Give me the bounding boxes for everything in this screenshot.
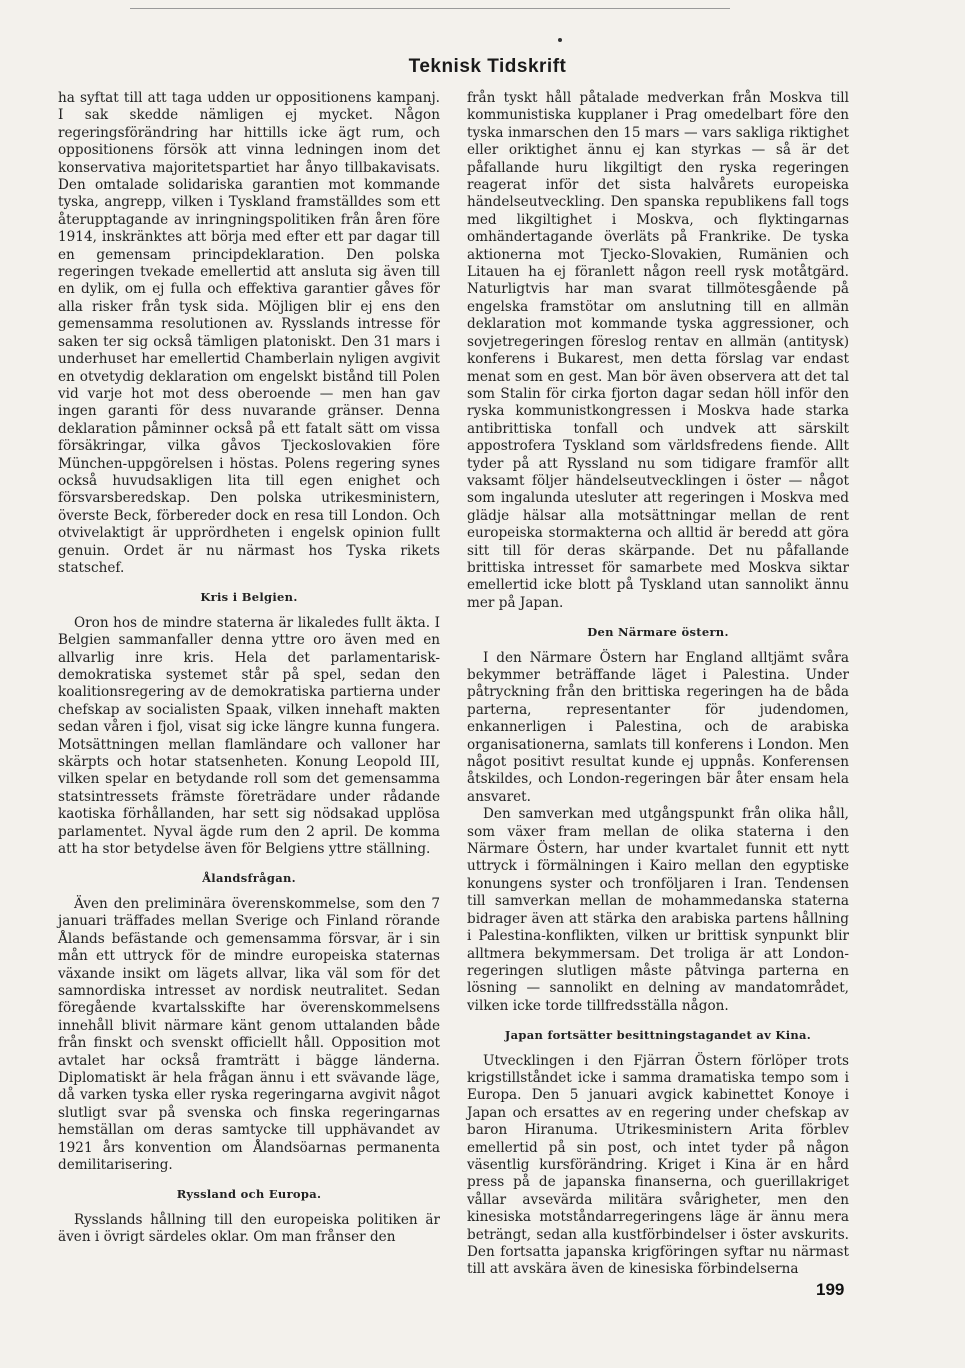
paragraph: Även den preliminära överenskommelse, som den 7 januari träffades mellan Sverige och Finland rörande Ålands befästande och gemensamma försvar, är i sin mån ett uttryck för de mindre europeiska staternas växande insikt om lägets allvar, lika väl som för det samnordiska intresset av nordisk neutralitet. Sedan föregående kvartalsskifte har överenskommelsens innehåll blivit närmare känt genom uttalanden både från finskt och svenskt officiellt håll. Opposition mot avtalet har också framträtt i bägge länderna. Diplomatiskt är hela frågan ännu i ett svävande läge, då varken tyska eller ryska regeringarna avgivit något slutligt svar på svenska och finska regeringarnas hemställan om deras samtycke till upphävandet av 1921 års konvention om Ålandsöarnas permanenta demilitarisering.: [58, 895, 440, 1173]
paragraph: I den Närmare Östern har England alltjämt svåra bekymmer beträffande läget i Palestina. Under påtryckning från den brittiska regeringen ha de båda parterna, representanter för judendomen, enkannerligen i Palestina, och de arabiska organisationerna, samlats till konferens i London. Men något positivt resultat kunde ej uppnås. Konferensen åtskildes, och London-regeringen bär åter ensam hela ansvaret.: [467, 649, 849, 805]
section-heading: Japan fortsätter besittningstagandet av Kina.: [504, 1028, 812, 1043]
journal-masthead: Teknisk Tidskrift: [408, 56, 567, 77]
top-rule: [130, 8, 730, 9]
page-number: 199: [816, 1280, 845, 1299]
section-heading: Ryssland och Europa.: [176, 1187, 322, 1202]
section-heading: Den Närmare östern.: [587, 625, 729, 640]
section-heading: Kris i Belgien.: [200, 590, 298, 605]
section-heading: Ålandsfrågan.: [202, 871, 296, 886]
paragraph: Rysslands hållning till den europeiska politiken är även i övrigt särdeles oklar. Om man frånser den: [58, 1211, 440, 1246]
paragraph: Den samverkan med utgångspunkt från olika håll, som växer fram mellan de olika staterna i den Närmare Östern, har under kvartalet funnit ett nytt uttryck i förmälningen i Kairo mellan den egyptiske konungens syster och tronföljaren i Iran. Tendensen till samverkan mellan de mohammedanska staterna bidrager även att stärka den arabiska partens hållning i Palestina-konflikten, vilken ur brittisk synpunkt blir alltmera bekymmersam. Det troliga är att London-regeringen slutligen måste påtvinga parterna en lösning — sannolikt en delning av mandatområdet, vilken icke torde tillfredsställa någon.: [467, 806, 849, 1014]
paragraph: ha syftat till att taga udden ur oppositionens kampanj. I sak skedde nämligen ej mycket. Någon regeringsförändring har hittills icke ägt rum, och oppositionens försök att vinna ledningen inom det konservativa majoritetspartiet har ånyo tillbakavisats. Den omtalade solidariska garantien mot kommande tyska, angrepp, vilken i Tyskland framställdes som ett återupptagande av inringningspolitiken från åren före 1914, inskränktes att börja med efter ett par dagar till en gemensam principdeklaration. Den polska regeringen tvekade emellertid att ansluta sig även till en dylik, om ej fulla och effektiva garantier gåves för alla risker från tysk sida. Möjligen blir ej ens den gemensamma resolutionen av. Rysslands intresse för saken ter sig också tämligen platoniskt. Den 31 mars i underhuset har emellertid Chamberlain nyligen avgivit en otvetydig deklaration om engelskt bistånd till Polen vid varje hot mot dess oberoende — men han gav ingen garanti för dess nuvarande gränser. Denna deklaration påminner också på ett fatalt sätt om vissa försäkringar, vilka gåvos Tjeckoslovakien före München-uppgörelsen i höstas. Polens regering synes också huvudsakligen lita till egen enighet och försvarsberedskap. Den polska utrikesministern, överste Beck, förbereder dock en resa till London. Och otvivelaktigt är upprördheten i engelsk opinion fullt genuin. Ordet är nu närmast hos Tyska rikets statschef.: [58, 90, 440, 576]
paragraph: från tyskt håll påtalade medverkan från Moskva till kommunistiska kupplaner i Prag omedelbart före den tyska inmarschen den 15 mars — vars sakliga riktighet eller oriktighet ännu ej kan styrkas — så är det påfallande huru likgiltigt den ryska regeringen reagerat inför det sista halvårets europeiska händelseutveckling. Den spanska republikens fall togs med likgiltighet i Moskva, och flyktingarnas omhändertagande överläts på Frankrike. De tyska aktionerna mot Tjecko-Slovakien, Rumänien och Litauen ha ej föranlett någon reell rysk motåtgärd. Naturligtvis har man svarat tillmötesgående på engelska framstötar om anslutning till en allmän deklaration mot kommande tyska aggressioner, och sovjetregeringen föreslog rentav en allmän (antitysk) konferens i Bukarest, men detta förslag var endast menat som en gest. Man bör även observera att det tal som Stalin för cirka fjorton dagar sedan höll inför den ryska kommunistkongressen i Moskva hade starka antibrittiska tonfall och undvek att särskilt appostrofera Tyskland som världsfredens fiende. Allt tyder på att Ryssland nu som tidigare framför allt vaksamt följer händelseutvecklingen i öster — något som ingalunda utesluter att regeringen i Moskva med glädje hälsar alla motsättningar mellan de rent europeiska stormakterna och alltid är beredd att göra sitt till för deras skärpande. Det nu påfallande brittiska intresset för samarbete med Moskva siktar emellertid icke blott på Tyskland utan sannolikt ännu mer på Japan.: [467, 90, 849, 611]
right-column: [467, 90, 849, 1279]
print-speck: [558, 38, 562, 42]
paragraph: Oron hos de mindre staterna är likaledes fullt äkta. I Belgien sammanfaller denna yttre oro även med en allvarlig inre kris. Hela det parlamentarisk-demokratiska systemet står på spel, sedan den koalitionsregering av de demokratiska partierna under chefskap av socialisten Spaak, vilken innehaft makten sedan våren i fjol, visat sig icke längre kunna fungera. Motsättningen mellan flamländare och valloner har skärpts och hotar statsenheten. Konung Leopold III, vilken spelar en betydande roll som det gemensamma statsintressets främste företrädare under rådande kaotiska förhållanden, har sett sig nödsakad upplösa parlamentet. Nyval ägde rum den 2 april. De komma att ha stor betydelse även för Belgiens yttre ställning.: [58, 614, 440, 858]
left-column: [58, 90, 440, 1247]
paragraph: Utvecklingen i den Fjärran Östern förlöper trots krigstillståndet icke i samma dramatiska tempo som i Europa. Den 5 januari avgick kabinettet Konoye i Japan och ersattes av en regering under chefskap av baron Hiranuma. Utrikesministern Arita förblev emellertid på sin post, och intet tyder på någon väsentlig kursförändring. Kriget i Kina är en hård press på de japanska finanserna, och guerillakriget vållar avsevärda militära svårigheter, men den kinesiska motståndarregeringens läge är ännu mera beträngt, sedan alla kustförbindelser i öster avskurits. Den fortsatta japanska krigföringen syftar nu närmast till att avskära även de kinesiska förbindelserna: [467, 1052, 849, 1278]
